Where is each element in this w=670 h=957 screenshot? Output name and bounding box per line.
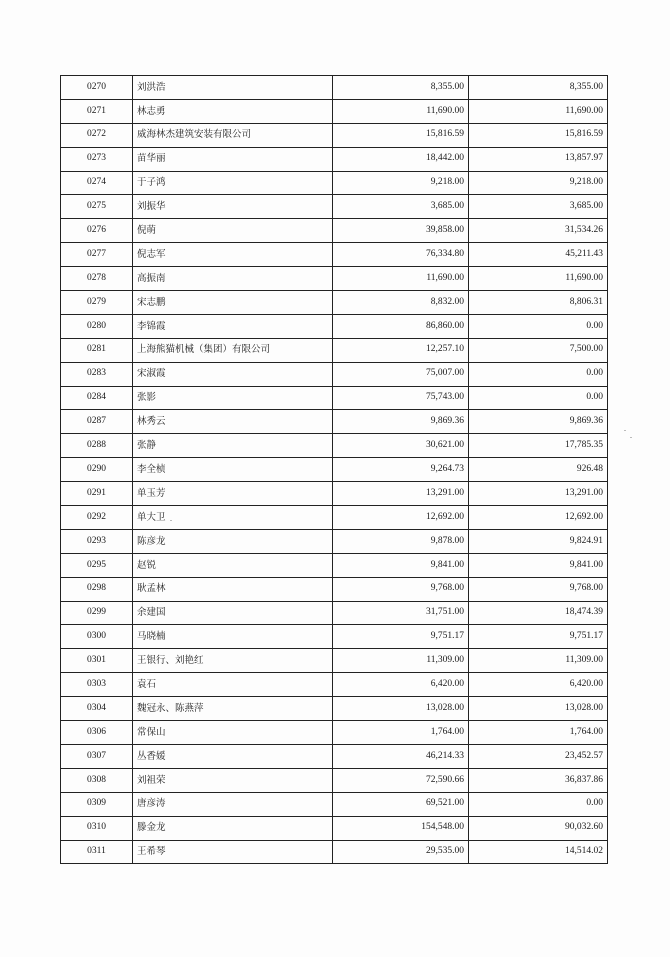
row-amount-2: 18,474.39: [469, 601, 608, 625]
row-amount-2: 8,355.00: [469, 76, 608, 100]
table-row: [61, 338, 608, 362]
row-code: 0287: [61, 410, 133, 434]
row-amount-2: 13,291.00: [469, 482, 608, 506]
row-amount-2: 9,841.00: [469, 553, 608, 577]
row-code: 0280: [61, 314, 133, 338]
row-amount-1: 9,869.36: [333, 410, 469, 434]
row-amount-1: 11,690.00: [333, 267, 469, 291]
row-amount-1: 11,309.00: [333, 649, 469, 673]
row-code: 0271: [61, 99, 133, 123]
row-amount-1: 9,878.00: [333, 529, 469, 553]
table-row: [61, 649, 608, 673]
row-code: 0308: [61, 768, 133, 792]
row-name: 赵锐: [133, 553, 333, 577]
table-row: [61, 553, 608, 577]
row-amount-1: 1,764.00: [333, 721, 469, 745]
row-name: 王银行、刘艳红: [133, 649, 333, 673]
row-amount-2: 9,751.17: [469, 625, 608, 649]
table-row: [61, 267, 608, 291]
row-amount-1: 9,751.17: [333, 625, 469, 649]
row-code: 0301: [61, 649, 133, 673]
row-name: 刘祖荣: [133, 768, 333, 792]
row-name: 袁石: [133, 673, 333, 697]
scan-speck: [630, 437, 632, 438]
row-amount-1: 30,621.00: [333, 434, 469, 458]
row-amount-2: 36,837.86: [469, 768, 608, 792]
row-amount-2: 11,690.00: [469, 99, 608, 123]
row-amount-1: 69,521.00: [333, 792, 469, 816]
table-row: [61, 768, 608, 792]
row-code: 0275: [61, 195, 133, 219]
row-name: 张静: [133, 434, 333, 458]
row-code: 0298: [61, 577, 133, 601]
row-amount-1: 3,685.00: [333, 195, 469, 219]
table-row: [61, 434, 608, 458]
row-code: 0281: [61, 338, 133, 362]
row-amount-1: 9,218.00: [333, 171, 469, 195]
row-amount-2: 0.00: [469, 386, 608, 410]
table-row: [61, 314, 608, 338]
row-code: 0303: [61, 673, 133, 697]
row-name: 马晓楠: [133, 625, 333, 649]
table-row: [61, 744, 608, 768]
row-name: 陈彦龙: [133, 529, 333, 553]
table-row: [61, 147, 608, 171]
row-amount-2: 9,869.36: [469, 410, 608, 434]
row-amount-1: 8,832.00: [333, 291, 469, 315]
row-amount-1: 39,858.00: [333, 219, 469, 243]
scan-speck: [624, 430, 626, 431]
row-amount-1: 18,442.00: [333, 147, 469, 171]
row-code: 0310: [61, 816, 133, 840]
row-code: 0277: [61, 243, 133, 267]
row-amount-2: 45,211.43: [469, 243, 608, 267]
row-amount-1: 76,334.80: [333, 243, 469, 267]
row-amount-1: 8,355.00: [333, 76, 469, 100]
table-row: [61, 673, 608, 697]
row-amount-1: 15,816.59: [333, 123, 469, 147]
row-code: 0311: [61, 840, 133, 864]
row-code: 0291: [61, 482, 133, 506]
row-amount-1: 29,535.00: [333, 840, 469, 864]
row-amount-1: 154,548.00: [333, 816, 469, 840]
row-amount-1: 31,751.00: [333, 601, 469, 625]
row-name: 张影: [133, 386, 333, 410]
row-code: 0288: [61, 434, 133, 458]
row-amount-1: 9,841.00: [333, 553, 469, 577]
row-amount-2: 11,690.00: [469, 267, 608, 291]
row-amount-2: 7,500.00: [469, 338, 608, 362]
row-amount-2: 12,692.00: [469, 506, 608, 530]
table-row: [61, 529, 608, 553]
row-name: 威海林杰建筑安装有限公司: [133, 123, 333, 147]
row-amount-1: 75,743.00: [333, 386, 469, 410]
row-amount-2: 0.00: [469, 362, 608, 386]
row-name: 高振南: [133, 267, 333, 291]
row-amount-2: 0.00: [469, 314, 608, 338]
row-name: 魏冠永、陈燕萍: [133, 697, 333, 721]
table-row: [61, 219, 608, 243]
row-name: 滕金龙: [133, 816, 333, 840]
row-name: 刘振华: [133, 195, 333, 219]
row-amount-2: 6,420.00: [469, 673, 608, 697]
row-name: 宋淑霞: [133, 362, 333, 386]
row-code: 0283: [61, 362, 133, 386]
row-name: 刘洪浩: [133, 76, 333, 100]
row-amount-2: 3,685.00: [469, 195, 608, 219]
table-row: [61, 792, 608, 816]
table-row: [61, 410, 608, 434]
row-name: 丛香媛: [133, 744, 333, 768]
row-amount-2: 9,824.91: [469, 529, 608, 553]
table-row: [61, 243, 608, 267]
row-amount-2: 11,309.00: [469, 649, 608, 673]
row-code: 0276: [61, 219, 133, 243]
table-row: [61, 362, 608, 386]
row-code: 0299: [61, 601, 133, 625]
table-row: [61, 601, 608, 625]
table-row: [61, 816, 608, 840]
row-amount-2: 23,452.57: [469, 744, 608, 768]
row-amount-1: 72,590.66: [333, 768, 469, 792]
row-name: 王希琴: [133, 840, 333, 864]
row-code: 0273: [61, 147, 133, 171]
row-amount-2: 0.00: [469, 792, 608, 816]
row-code: 0300: [61, 625, 133, 649]
row-code: 0284: [61, 386, 133, 410]
row-amount-2: 14,514.02: [469, 840, 608, 864]
row-amount-1: 13,291.00: [333, 482, 469, 506]
table-row: [61, 721, 608, 745]
row-name: 余建国: [133, 601, 333, 625]
row-amount-2: 13,028.00: [469, 697, 608, 721]
row-name: 于子鸿: [133, 171, 333, 195]
row-amount-1: 75,007.00: [333, 362, 469, 386]
row-code: 0274: [61, 171, 133, 195]
table-row: [61, 577, 608, 601]
table-row: [61, 195, 608, 219]
row-amount-2: 1,764.00: [469, 721, 608, 745]
table-row: [61, 99, 608, 123]
row-name: 单玉芳: [133, 482, 333, 506]
row-amount-1: 13,028.00: [333, 697, 469, 721]
row-name: 宋志鹏: [133, 291, 333, 315]
row-name: 李锦霞: [133, 314, 333, 338]
row-code: 0279: [61, 291, 133, 315]
row-amount-2: 90,032.60: [469, 816, 608, 840]
row-name: 常保山: [133, 721, 333, 745]
row-name: 倪志军: [133, 243, 333, 267]
row-code: 0292: [61, 506, 133, 530]
row-amount-2: 15,816.59: [469, 123, 608, 147]
row-name: 林秀云: [133, 410, 333, 434]
row-code: 0295: [61, 553, 133, 577]
table-row: [61, 506, 608, 530]
row-amount-1: 9,768.00: [333, 577, 469, 601]
row-code: 0270: [61, 76, 133, 100]
row-name: 林志勇: [133, 99, 333, 123]
table-row: [61, 76, 608, 100]
row-amount-2: 9,768.00: [469, 577, 608, 601]
row-name: 倪萌: [133, 219, 333, 243]
row-code: 0304: [61, 697, 133, 721]
row-code: 0290: [61, 458, 133, 482]
row-amount-2: 17,785.35: [469, 434, 608, 458]
ledger-table: [60, 75, 608, 864]
row-name: 唐彦涛: [133, 792, 333, 816]
table-row: [61, 291, 608, 315]
row-amount-1: 46,214.33: [333, 744, 469, 768]
row-name: 单大卫: [133, 506, 333, 530]
row-code: 0309: [61, 792, 133, 816]
row-amount-1: 6,420.00: [333, 673, 469, 697]
row-amount-1: 11,690.00: [333, 99, 469, 123]
row-amount-2: 9,218.00: [469, 171, 608, 195]
row-name: 耿孟林: [133, 577, 333, 601]
row-amount-1: 86,860.00: [333, 314, 469, 338]
table-row: [61, 458, 608, 482]
row-amount-1: 12,692.00: [333, 506, 469, 530]
row-amount-2: 31,534.26: [469, 219, 608, 243]
table-row: [61, 482, 608, 506]
row-amount-1: 12,257.10: [333, 338, 469, 362]
row-name: 上海熊猫机械（集团）有限公司: [133, 338, 333, 362]
row-name: 李全桢: [133, 458, 333, 482]
row-code: 0307: [61, 744, 133, 768]
row-amount-2: 926.48: [469, 458, 608, 482]
row-amount-2: 8,806.31: [469, 291, 608, 315]
row-code: 0306: [61, 721, 133, 745]
table-row: [61, 625, 608, 649]
table-row: [61, 840, 608, 864]
row-name: 苗华丽: [133, 147, 333, 171]
table-row: [61, 123, 608, 147]
row-code: 0278: [61, 267, 133, 291]
row-code: 0293: [61, 529, 133, 553]
row-amount-2: 13,857.97: [469, 147, 608, 171]
row-amount-1: 9,264.73: [333, 458, 469, 482]
ledger-body: [61, 76, 608, 864]
row-code: 0272: [61, 123, 133, 147]
scan-speck: [170, 520, 172, 521]
table-row: [61, 386, 608, 410]
table-row: [61, 697, 608, 721]
table-row: [61, 171, 608, 195]
